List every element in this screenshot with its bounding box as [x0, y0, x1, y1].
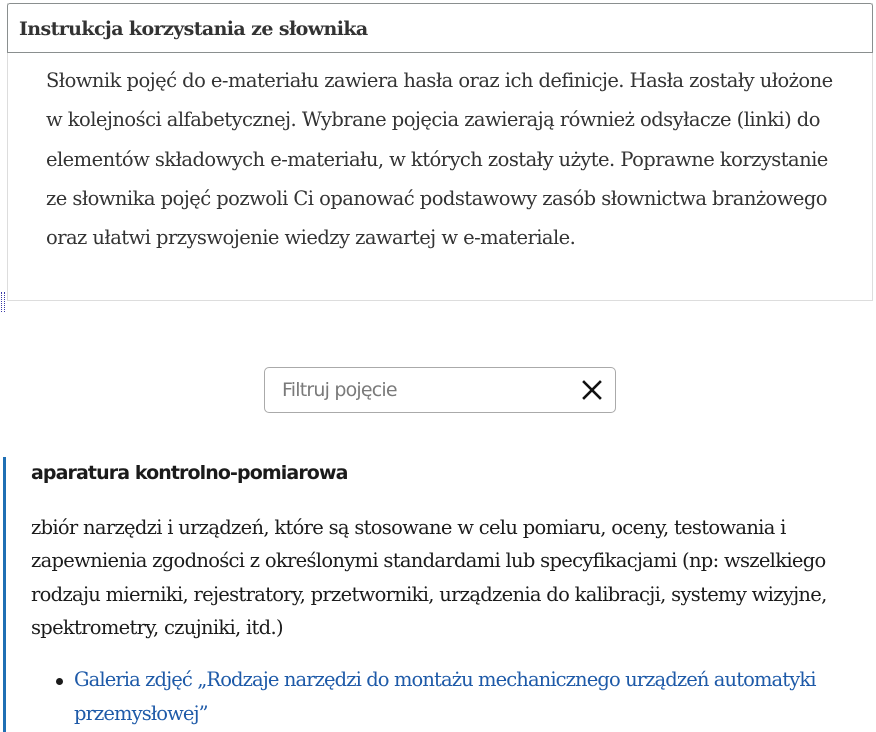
entry-links-list [31, 663, 831, 731]
focus-marker [1, 292, 5, 312]
entry-definition: zbiór narzędzi i urządzeń, które są stosowane w celu pomiaru, oceny, testowania i zapewnienia zgodności z określonymi standardami lub specyfikacjami (np: wszelkiego rodzaju mierniki, rejestratory, przetworniki, urządzenia do kalibracji, systemy wizyjne, spektrometry, czujniki, itd.) [31, 516, 827, 639]
gallery-link[interactable]: Galeria zdjęć „Rodzaje narzędzi do montażu mechanicznego urządzeń automatyki przemysłowej” [74, 668, 816, 725]
entry-term: aparatura kontrolno-pomiarowa [31, 462, 348, 484]
clear-filter-button[interactable] [579, 377, 605, 403]
glossary-entry [3, 457, 863, 732]
close-icon [579, 377, 605, 403]
instructions-text: Słownik pojęć do e-materiału zawiera hasła oraz ich definicje. Hasła zostały ułożone w kolejności alfabetycznej. Wybrane pojęcia zawierają również odsyłacze (linki) do elementów składowych e-materiału, w których zostały użyte. Poprawne korzystanie ze słownika pojęć pozwoli Ci opanować podstawowy zasób słownictwa branżowego oraz ułatwi przyswojenie wiedzy zawartej w e-materiale. [46, 69, 833, 250]
filter-field [264, 367, 616, 413]
bullet-icon [56, 678, 63, 685]
filter-input[interactable] [265, 368, 565, 412]
entry-link-item [31, 663, 831, 731]
instructions-title: Instrukcja korzystania ze słownika [19, 18, 368, 40]
instructions-header [7, 3, 873, 53]
dictionary-instructions-panel [7, 3, 873, 301]
